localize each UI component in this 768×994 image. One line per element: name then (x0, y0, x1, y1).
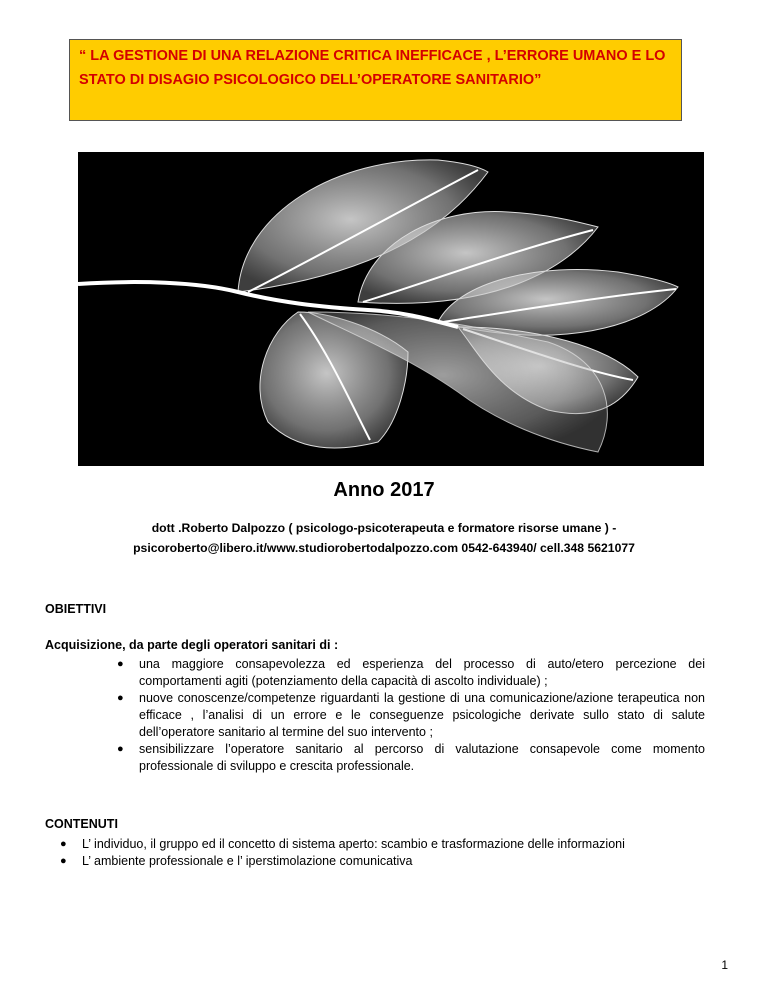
author-line-1: dott .Roberto Dalpozzo ( psicologo-psicoterapeuta e formatore risorse umane ) - (151, 521, 617, 535)
list-item: ● nuove conoscenze/competenze riguardanti la gestione di una comunicazione/azione terapeutica non efficace , l’analisi di un errore e le conseguenze psicologiche derivate sullo stato di salute dell’operatore sanitario al termine del suo intervento ; (117, 691, 705, 739)
objectives-list (117, 656, 705, 775)
objectives-intro: Acquisizione, da parte degli operatori sanitari di : (45, 638, 339, 652)
title-line-1: “ LA GESTIONE DI UNA RELAZIONE CRITICA INEFFICACE , L’ERRORE UMANO E LO (79, 48, 666, 64)
contents-list (60, 836, 705, 870)
bullet-icon: ● (60, 838, 67, 850)
objectives-heading: OBIETTIVI (45, 602, 107, 616)
list-item: ● sensibilizzare l’operatore sanitario al percorso di valutazione consapevole come momento professionale di sviluppo e crescita professionale. (117, 742, 705, 773)
title-line-2: STATO DI DISAGIO PSICOLOGICO DELL’OPERATORE SANITARIO” (79, 72, 542, 88)
bullet-icon: ● (117, 658, 124, 670)
leaves-photo (78, 152, 704, 466)
list-item: ● una maggiore consapevolezza ed esperienza del processo di auto/etero percezione dei comportamenti agiti (potenziamento della capacità di ascolto individuale) ; (117, 657, 705, 688)
list-item: ● L’ individuo, il gruppo ed il concetto di sistema aperto: scambio e trasformazione delle informazioni (60, 837, 625, 851)
author-contacts: psicoroberto@libero.it/www.studiorobertodalpozzo.com 0542-643940/ cell.348 5621077 (133, 541, 635, 555)
list-item: ● L’ ambiente professionale e l’ iperstimolazione comunicativa (60, 854, 413, 868)
bullet-icon: ● (60, 855, 67, 867)
author-info (0, 518, 768, 558)
bullet-icon: ● (117, 743, 124, 755)
title-box (69, 39, 682, 121)
contents-heading: CONTENUTI (45, 817, 118, 831)
leaves-illustration (78, 152, 704, 466)
bullet-icon: ● (117, 692, 124, 704)
page-number: 1 (721, 958, 728, 972)
year-heading: Anno 2017 (333, 479, 435, 501)
